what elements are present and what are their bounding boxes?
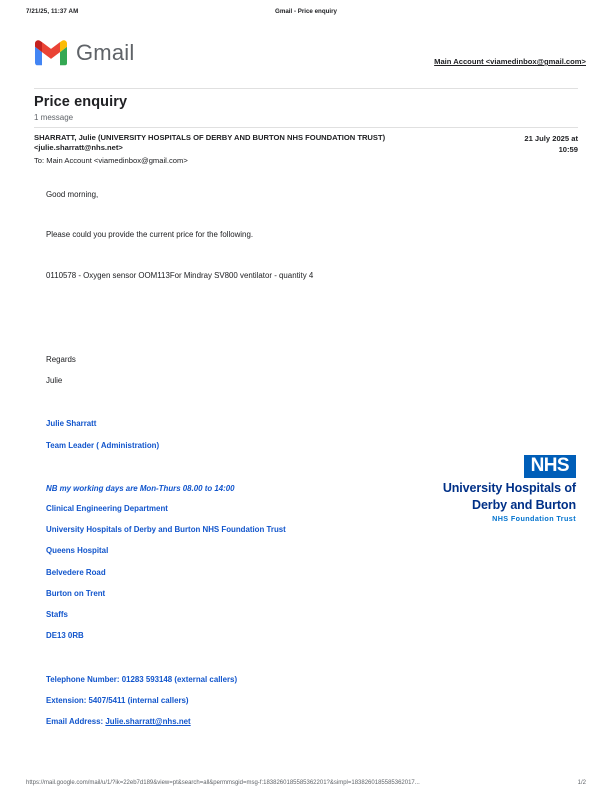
- nhs-logo: [406, 455, 576, 523]
- footer-url: https://mail.google.com/mail/u/1/?ik=22eb7d189&view=pt&search=all&permmsgid=msg-f:1838260185585362201?&simpl=1838260185585362017...: [26, 780, 420, 786]
- message-count: 1 message: [34, 113, 74, 122]
- message-time: 10:59: [558, 145, 578, 155]
- sender-name: SHARRATT, Julie (UNIVERSITY HOSPITALS OF DERBY AND BURTON NHS FOUNDATION TRUST): [34, 133, 386, 142]
- nhs-trust-name-line1: University Hospitals of: [442, 480, 576, 495]
- body-request: Please could you provide the current price for the following.: [46, 230, 254, 240]
- signature-hours: NB my working days are Mon-Thurs 08.00 to 14:00: [46, 483, 235, 493]
- signature-telephone: Telephone Number: 01283 593148 (external callers): [46, 674, 238, 684]
- signature-name: Julie Sharratt: [46, 419, 97, 429]
- signature-postcode: DE13 0RB: [46, 631, 84, 641]
- header-divider: [34, 88, 578, 89]
- signature-email-link[interactable]: Julie.sharratt@nhs.net: [105, 717, 191, 727]
- message-date-block: [524, 133, 578, 156]
- signature-extension: Extension: 5407/5411 (internal callers): [46, 695, 189, 705]
- signature-email-row: [46, 717, 576, 727]
- signature-address-2: Burton on Trent: [46, 588, 106, 598]
- account-label: Main Account <viamedinbox@gmail.com>: [434, 57, 586, 66]
- sender-email: <julie.sharratt@nhs.net>: [34, 143, 123, 153]
- subject-divider: [34, 127, 578, 128]
- print-header: [0, 8, 612, 20]
- signature-department: Clinical Engineering Department: [46, 503, 168, 513]
- nhs-badge: NHS: [524, 455, 576, 478]
- footer-page-number: 1/2: [577, 780, 586, 786]
- signature-organisation: University Hospitals of Derby and Burton NHS Foundation Trust: [46, 525, 286, 535]
- print-header-title: Gmail - Price enquiry: [275, 8, 337, 15]
- nhs-foundation-trust-line: NHS Foundation Trust: [492, 513, 576, 523]
- gmail-m-icon: [34, 40, 68, 66]
- signature-email-label: Email Address:: [46, 717, 106, 727]
- thread-subject: Price enquiry: [34, 94, 128, 110]
- signature-site: Queens Hospital: [46, 546, 109, 556]
- signature-role: Team Leader ( Administration): [46, 440, 160, 450]
- body-item-line: 0110578 - Oxygen sensor OOM113For Mindray SV800 ventilator - quantity 4: [46, 270, 314, 280]
- print-header-timestamp: 7/21/25, 11:37 AM: [26, 8, 79, 15]
- message-date: 21 July 2025 at: [524, 134, 578, 143]
- signature-address-1: Belvedere Road: [46, 567, 106, 577]
- message-header: [34, 133, 578, 166]
- signature-address-3: Staffs: [46, 610, 68, 620]
- gmail-wordmark: Gmail: [76, 40, 135, 65]
- body-regards: Regards: [46, 354, 76, 364]
- recipient-line: To: Main Account <viamedinbox@gmail.com>: [34, 155, 188, 165]
- body-greeting: Good morning,: [46, 190, 99, 199]
- body-signoff-name: Julie: [46, 376, 63, 386]
- nhs-trust-name-line2: Derby and Burton: [472, 497, 576, 512]
- brand-row: [26, 40, 586, 82]
- gmail-logo: [34, 40, 134, 66]
- thread-header: [34, 94, 578, 122]
